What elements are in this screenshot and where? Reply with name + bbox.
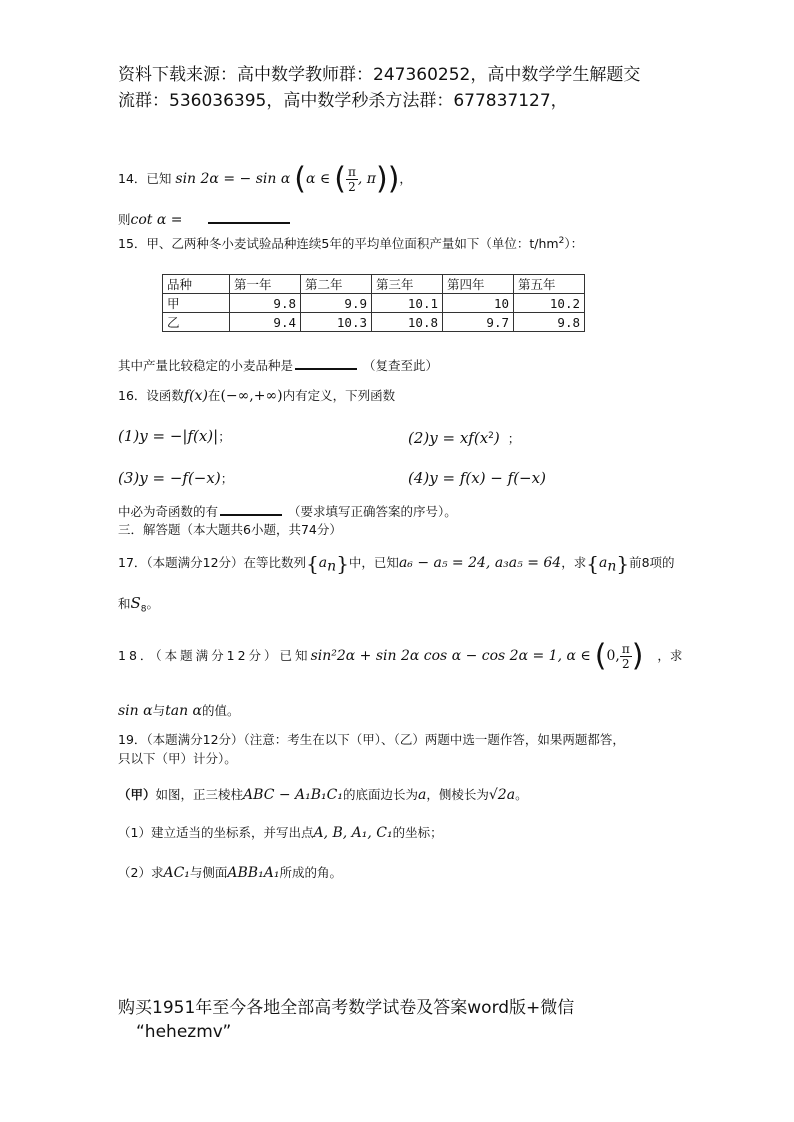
q18-equation: sin²2α + sin 2α cos α − cos 2α = 1, α ∈ [310,648,591,664]
section-3-heading: 三．解答题（本大题共6小题，共74分） [118,522,342,537]
q14-alpha-in: α ∈ [305,171,331,187]
q16-fx: f(x) [183,388,208,404]
table-cell: 9.8 [230,294,301,313]
yield-table [162,274,585,332]
q18-fraction: $\frac{\pi}{2}$ [621,642,630,671]
q19-line: AC₁ [163,865,190,881]
q14-fraction: $\frac{\pi}{2}$ [347,165,356,194]
question-19-line-2: 只以下（甲）计分）。 [118,751,237,766]
question-14: 14．已知 sin 2α = − sin α (α ∈ ( $\frac{\pi}{2}$ , π))， [118,161,412,197]
table-cell: 10.8 [372,313,443,332]
q16-option-1: (1)y = −|f(x)|； [118,427,231,445]
q14-answer-blank[interactable] [208,210,290,224]
table-cell: 10.2 [514,294,585,313]
q14-equation: sin 2α = − sin α [175,171,291,187]
table-cell: 甲 [163,294,230,313]
table-cell: 10.1 [372,294,443,313]
q19-face: ABB₁A₁ [227,865,280,881]
table-row [163,294,585,313]
q17-condition: a₆ − a₅ = 24, a₃a₅ = 64 [398,555,562,571]
q14-cot-alpha: cot α = [130,212,183,228]
question-19-line-1: 19．（本题满分12分）（注意：考生在以下（甲）、（乙）两题中选一题作答，如果两题都答， [118,732,625,747]
table-cell: 9.8 [514,313,585,332]
q15-answer-blank[interactable] [295,356,357,370]
table-cell: 9.9 [301,294,372,313]
q19-edge-length: √2a [488,787,516,803]
table-header-cell: 第二年 [301,275,372,294]
table-cell: 乙 [163,313,230,332]
q14-number: 14．已知 [118,171,172,186]
question-18: 18．（本题满分12分）已知sin²2α + sin 2α cos α − cos 2α = 1, α ∈ (0, $\frac{\pi}{2}$ ) ，求 [118,638,683,674]
question-18-line-2: sin α与tan α的值。 [118,703,240,719]
q14-interval-tail: , π [357,171,376,187]
table-cell: 10.3 [301,313,372,332]
question-15: 15．甲、乙两种冬小麦试验品种连续5年的平均单位面积产量如下（单位：$t/hm^2$）： [118,236,584,252]
q16-answer-blank[interactable] [220,502,282,516]
question-16: 16．设函数f(x)在(−∞,+∞)内有定义，下列函数 [118,388,396,404]
table-cell: 9.7 [443,313,514,332]
q16-option-2: $(2)y = xf(x^2)$ ； [408,429,521,448]
table-header-cell: 品种 [163,275,230,294]
table-cell: 10 [443,294,514,313]
question-15-answer-line: 其中产量比较稳定的小麦品种是 （复查至此） [118,358,439,373]
q16-interval: (−∞,+∞) [220,388,283,404]
table-header-cell: 第三年 [372,275,443,294]
table-header-cell: 第一年 [230,275,301,294]
question-17-line-2: 和$S_8$。 [118,594,160,615]
header-line-2: 流群：536036395，高中数学秒杀方法群：677837127， [118,91,568,111]
footer-line-2: “hehezmv” [136,1022,232,1042]
question-19-part-2: （2）求AC₁与侧面ABB₁A₁所成的角。 [118,865,342,881]
table-header-row [163,275,585,294]
q16-option-3: (3)y = −f(−x)； [118,469,234,487]
table-header-cell: 第四年 [443,275,514,294]
question-17: 17．（本题满分12分）在等比数列$\{a_n\}$中，已知a₆ − a₅ = 24, a₃a₅ = 64，求$\{a_n\}$前8项的 [118,551,675,576]
question-19-jia: （甲）如图，正三棱柱ABC − A₁B₁C₁的底面边长为a，侧棱长为√2a。 [118,787,528,803]
q19-prism: ABC − A₁B₁C₁ [243,787,343,803]
q19-points: A, B, A₁, C₁ [313,825,393,841]
q16-option-4: (4)y = f(x) − f(−x) [408,469,546,487]
table-header-cell: 第五年 [514,275,585,294]
question-14-answer-line: 则cot α = [118,210,294,229]
question-19-part-1: （1）建立适当的坐标系，并写出点A, B, A₁, C₁的坐标； [118,825,443,841]
question-16-answer-line: 中必为奇函数的有 （要求填写正确答案的序号）。 [118,504,457,519]
table-cell: 9.4 [230,313,301,332]
footer-line-1: 购买1951年至今各地全部高考数学试卷及答案word版+微信 [118,998,575,1018]
header-line-1: 资料下载来源：高中数学教师群：247360252，高中数学学生解题交 [118,65,641,85]
table-row [163,313,585,332]
